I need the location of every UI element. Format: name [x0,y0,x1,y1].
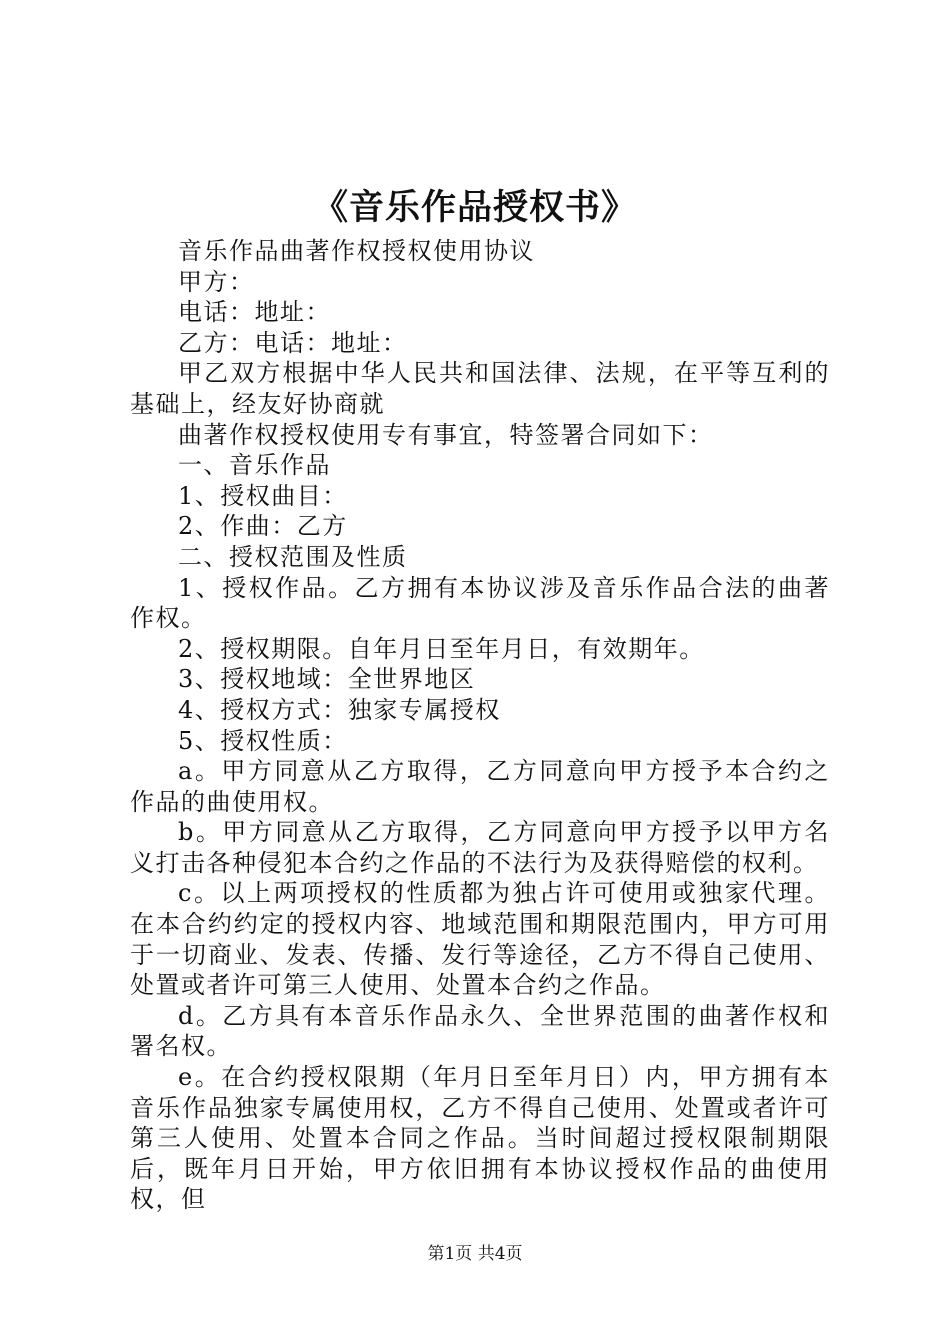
paragraph: 5、授权性质： [178,726,348,755]
paragraph: 一、音乐作品 [178,451,331,480]
paragraph: 甲乙双方根据中华人民共和国法律、法规，在平等互利的基础上，经友好协商就 [130,359,830,418]
paragraph: 曲著作权授权使用专有事宜，特签署合同如下： [178,420,714,449]
page-number-footer: 第1页 共4页 [427,1244,523,1264]
paragraph: a。甲方同意从乙方取得，乙方同意向甲方授予本合约之作品的曲使用权。 [130,757,830,816]
paragraph: 甲方： [178,267,255,296]
paragraph: 3、授权地域：全世界地区 [178,665,476,694]
paragraph: 2、作曲：乙方 [178,512,348,541]
paragraph: c。以上两项授权的性质都为独占许可使用或独家代理。在本合约约定的授权内容、地域范围和期限范围内，甲方可用于一切商业、发表、传播、发行等途径，乙方不得自己使用、处置或者许可第三人使用、处置本合约之作品。 [130,879,830,1000]
paragraph: 电话：地址： [178,298,331,327]
document-title: 《音乐作品授权书》 [312,187,637,228]
paragraph: 4、授权方式：独家专属授权 [178,695,501,724]
paragraph: 音乐作品曲著作权授权使用协议 [178,237,535,265]
paragraph: 1、授权作品。乙方拥有本协议涉及音乐作品合法的曲著作权。 [130,573,830,633]
paragraph: d。乙方具有本音乐作品永久、全世界范围的曲著作权和署名权。 [130,1001,830,1061]
paragraph: 1、授权曲目： [178,481,348,510]
paragraph: 二、授权范围及性质 [178,542,408,571]
paragraph: 乙方：电话：地址： [178,328,408,357]
paragraph: e。在合约授权限期（年月日至年月日）内，甲方拥有本音乐作品独家专属使用权，乙方不得自己使用、处置或者许可第三人使用、处置本合同之作品。当时间超过授权限制期限后，既年月日开始，甲方依旧拥有本协议授权作品的曲使用权，但 [130,1063,830,1214]
paragraph: 2、授权期限。自年月日至年月日，有效期年。 [178,634,705,663]
paragraph: b。甲方同意从乙方取得，乙方同意向甲方授予以甲方名义打击各种侵犯本合约之作品的不法行为及获得赔偿的权利。 [130,818,830,877]
document-body [130,236,830,1215]
